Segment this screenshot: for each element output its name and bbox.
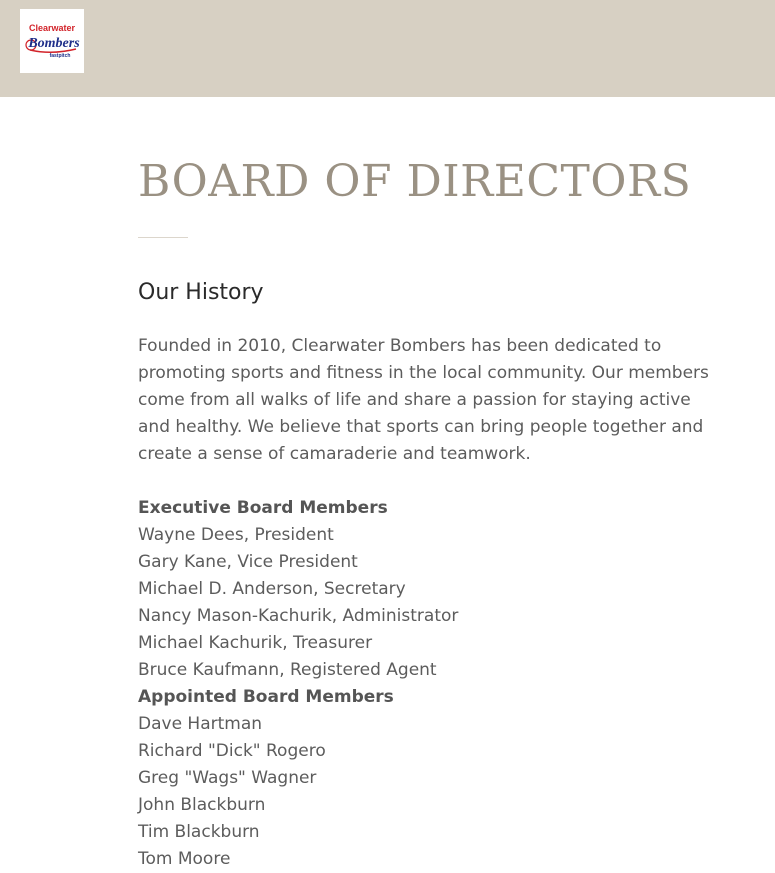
bombers-logo-icon (20, 9, 84, 73)
page-title: BOARD OF DIRECTORS (138, 156, 692, 207)
list-item: Tom Moore (138, 849, 231, 869)
logo-text-sub: fastpitch (49, 53, 71, 59)
list-item: Tim Blackburn (138, 822, 260, 842)
history-line: promoting sports and fitness in the local community. Our members (138, 363, 709, 383)
history-paragraph (138, 333, 763, 468)
list-item: John Blackburn (138, 795, 266, 815)
list-item: Greg "Wags" Wagner (138, 768, 317, 788)
history-line: come from all walks of life and share a passion for staying active (138, 390, 691, 410)
history-line: and healthy. We believe that sports can bring people together and (138, 417, 704, 437)
site-logo[interactable] (20, 9, 84, 73)
history-line: Founded in 2010, Clearwater Bombers has been dedicated to (138, 336, 662, 356)
history-heading: Our History (138, 280, 264, 305)
list-item: Michael Kachurik, Treasurer (138, 633, 373, 653)
executive-board-heading: Executive Board Members (138, 498, 388, 518)
title-divider (138, 237, 188, 238)
list-item: Gary Kane, Vice President (138, 552, 358, 572)
board-members-list (138, 495, 458, 873)
list-item: Michael D. Anderson, Secretary (138, 579, 406, 599)
history-line: create a sense of camaraderie and teamwork. (138, 444, 531, 464)
list-item: Bruce Kaufmann, Registered Agent (138, 660, 437, 680)
logo-text-main: Bombers (28, 36, 80, 51)
appointed-board-heading: Appointed Board Members (138, 687, 394, 707)
list-item: Dave Hartman (138, 714, 263, 734)
list-item: Richard "Dick" Rogero (138, 741, 326, 761)
list-item: Nancy Mason-Kachurik, Administrator (138, 606, 459, 626)
site-header (0, 0, 775, 97)
list-item: Wayne Dees, President (138, 525, 334, 545)
logo-text-top: Clearwater (28, 23, 76, 33)
